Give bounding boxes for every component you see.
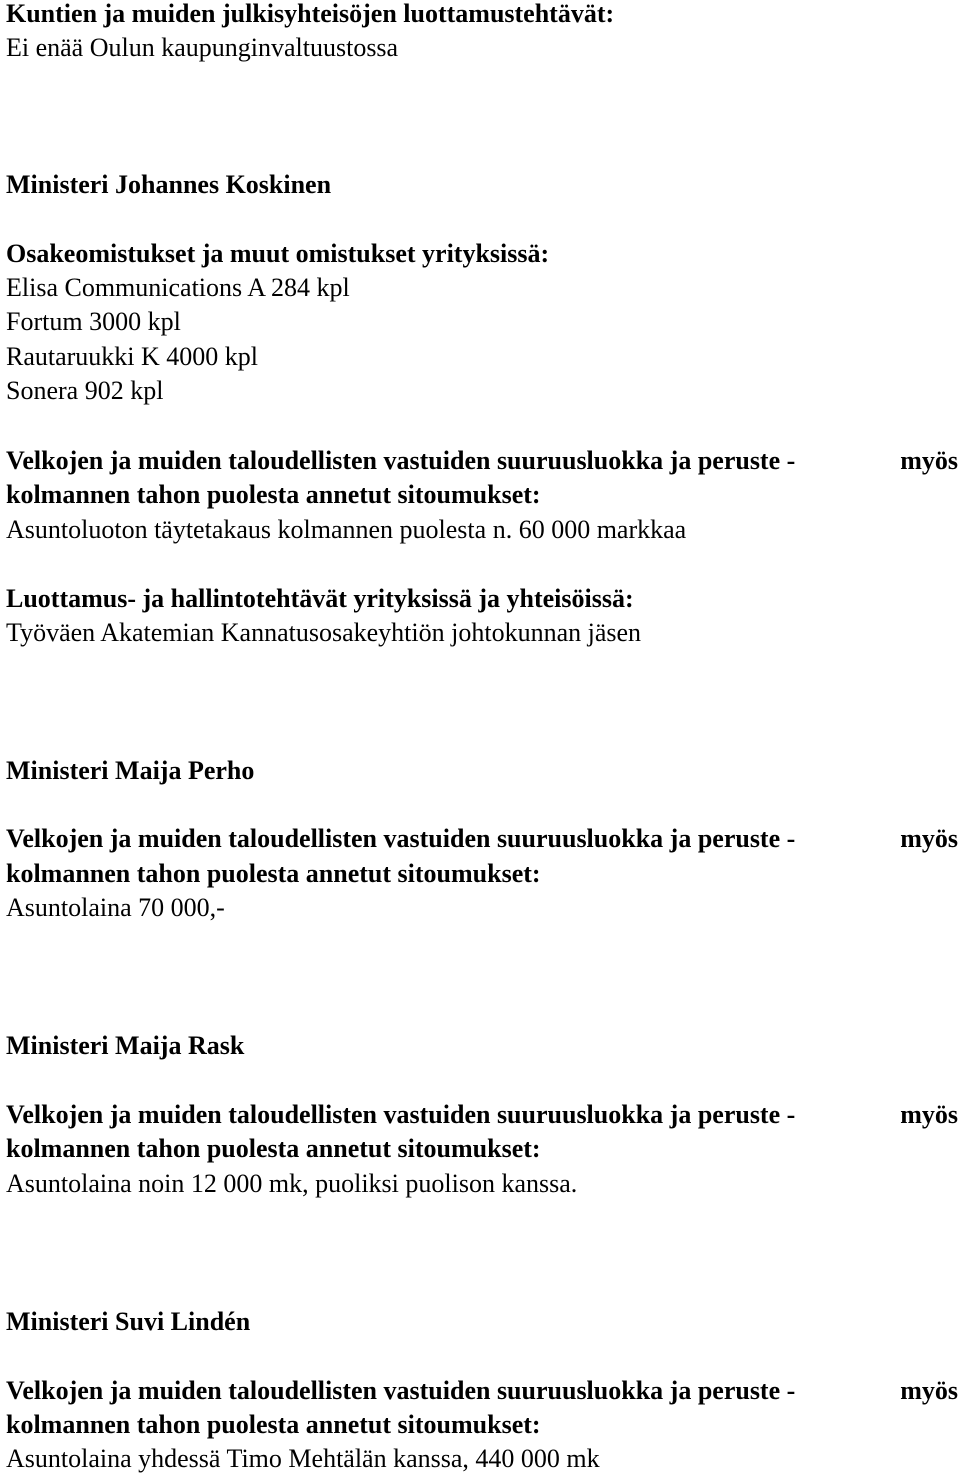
intro-heading: Kuntien ja muiden julkisyhteisöjen luottamustehtävät: <box>6 0 615 28</box>
debts-heading-line2: kolmannen tahon puolesta annetut sitoumukset: <box>6 859 541 888</box>
minister-name-linden: Ministeri Suvi Lindén <box>6 1307 251 1336</box>
share-item: Elisa Communications A 284 kpl <box>6 273 350 302</box>
debts-heading-part-a: Velkojen ja muiden taloudellisten vastuiden suuruusluokka ja peruste - <box>6 446 796 475</box>
debts-heading-part-a: Velkojen ja muiden taloudellisten vastuiden suuruusluokka ja peruste - <box>6 1376 796 1405</box>
debts-heading-line2: kolmannen tahon puolesta annetut sitoumukset: <box>6 1410 541 1439</box>
debts-heading-line1 <box>6 444 958 479</box>
debts-heading-part-a: Velkojen ja muiden taloudellisten vastuiden suuruusluokka ja peruste - <box>6 824 796 853</box>
trust-value: Työväen Akatemian Kannatusosakeyhtiön johtokunnan jäsen <box>6 618 642 647</box>
trust-heading: Luottamus- ja hallintotehtävät yrityksissä ja yhteisöissä: <box>6 584 634 613</box>
debts-heading-line1 <box>6 1098 958 1133</box>
debts-heading-part-b: myös <box>900 1376 958 1405</box>
minister-name-perho: Ministeri Maija Perho <box>6 756 255 785</box>
debts-value: Asuntoluoton täytetakaus kolmannen puolesta n. 60 000 markkaa <box>6 515 687 544</box>
debts-value: Asuntolaina yhdessä Timo Mehtälän kanssa, 440 000 mk <box>6 1444 600 1473</box>
share-item: Rautaruukki K 4000 kpl <box>6 342 259 371</box>
minister-name-koskinen: Ministeri Johannes Koskinen <box>6 170 332 199</box>
debts-heading-part-b: myös <box>900 1100 958 1129</box>
minister-name-rask: Ministeri Maija Rask <box>6 1031 245 1060</box>
debts-heading-part-b: myös <box>900 446 958 475</box>
share-item: Fortum 3000 kpl <box>6 307 181 336</box>
debts-heading-part-a: Velkojen ja muiden taloudellisten vastuiden suuruusluokka ja peruste - <box>6 1100 796 1129</box>
debts-value: Asuntolaina noin 12 000 mk, puoliksi puolison kanssa. <box>6 1169 578 1198</box>
debts-value: Asuntolaina 70 000,- <box>6 893 225 922</box>
debts-heading-part-b: myös <box>900 824 958 853</box>
debts-heading-line1 <box>6 822 958 857</box>
shares-heading: Osakeomistukset ja muut omistukset yrityksissä: <box>6 239 550 268</box>
share-item: Sonera 902 kpl <box>6 376 164 405</box>
debts-heading-line2: kolmannen tahon puolesta annetut sitoumukset: <box>6 1134 541 1163</box>
debts-heading-line1 <box>6 1374 958 1409</box>
debts-heading-line2: kolmannen tahon puolesta annetut sitoumukset: <box>6 480 541 509</box>
intro-value: Ei enää Oulun kaupunginvaltuustossa <box>6 33 399 62</box>
